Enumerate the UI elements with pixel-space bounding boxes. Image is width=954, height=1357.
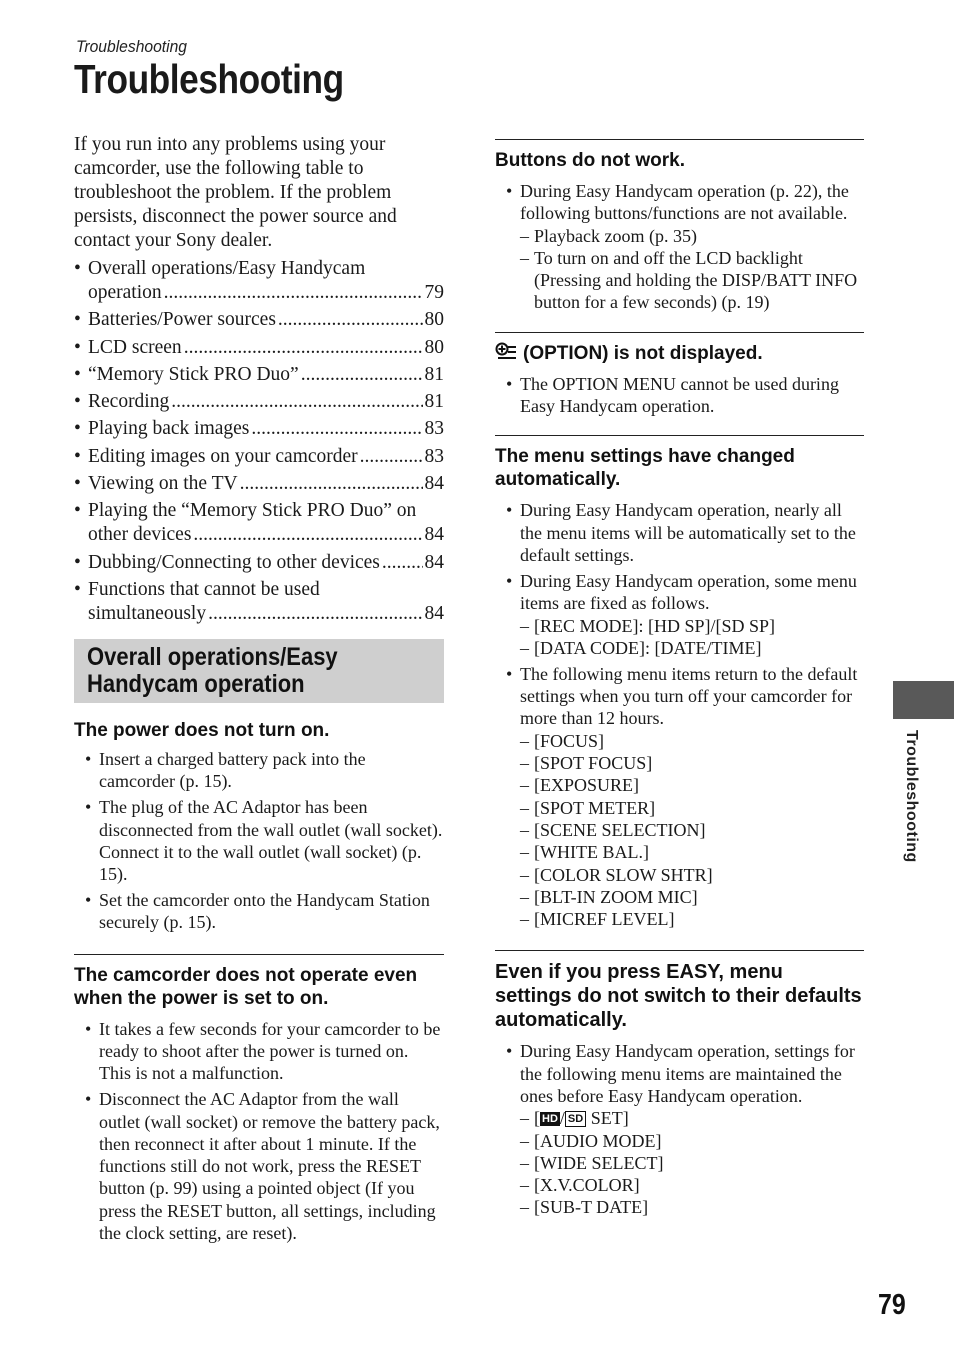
running-head: Troubleshooting [76,37,188,56]
intro-paragraph: If you run into any problems using your camcorder, use the following table to troubleshoot the problem. If the problem persists, disconnect the power source and contact your Sony dealer. [74,134,397,251]
toc-item-page: 81 [424,363,444,385]
toc-item[interactable] [74,336,444,360]
list-item-text: • During Easy Handycam operation (p. 22), the following buttons/functions are not available. [520,181,849,224]
toc-leader [193,523,422,547]
sub-item: – [SCENE SELECTION] [520,819,864,841]
toc-item-label: • Playing back images [88,418,250,440]
sub-item: – Playback zoom (p. 35) [520,225,864,247]
sub-item: – [AUDIO MODE] [520,1130,864,1152]
sub-item: – [WIDE SELECT] [520,1152,864,1174]
sub-item: – [COLOR SLOW SHTR] [520,864,864,886]
toc-leader [171,390,422,414]
toc-item-page: 80 [424,309,444,331]
option-block [495,332,864,418]
toc-item[interactable] [74,308,444,332]
sub-item: – [BLT-IN ZOOM MIC] [520,886,864,908]
buttons-list [495,180,864,314]
toc-item-label: simultaneously [88,602,207,624]
option-icon [495,342,517,362]
toc-leader [360,445,423,469]
toc-item[interactable] [74,363,444,387]
toc-leader [184,336,423,360]
buttons-heading: Buttons do not work. [495,150,685,171]
toc-leader [208,602,422,626]
sub-item: – [SPOT FOCUS] [520,752,864,774]
toc-item[interactable] [74,445,444,469]
operate-list [74,1018,444,1245]
easy-heading: Even if you press EASY, menu settings do not switch to their defaults automatically. [495,961,862,1032]
sub-item: – [SUB-T DATE] [520,1196,864,1218]
power-block [74,719,444,934]
list-item-text: • During Easy Handycam operation, some menu items are fixed as follows. [520,570,857,614]
toc-item[interactable] [74,390,444,414]
list-item-text: • During Easy Handycam operation, settings for the following menu items are maintained the ones before Easy Handycam operation. [520,1041,855,1106]
toc-item-line1: • Overall operations/Easy Handycam [88,258,366,279]
sub-list [520,225,864,314]
operate-heading: The camcorder does not operate even when the power is set to on. [74,964,418,1009]
list-item: • The plug of the AC Adaptor has been disconnected from the wall outlet (wall socket). Connect it to the wall outlet (wall socket) (p. 15). [74,796,444,885]
toc-item-label: • LCD screen [88,336,182,358]
toc-item-page: 83 [424,418,444,440]
sub-list [520,730,864,931]
toc-item-label: • Editing images on your camcorder [88,445,358,467]
sub-item: – [WHITE BAL.] [520,841,864,863]
option-heading-row [495,342,864,365]
toc-item-label: • Batteries/Power sources [88,309,276,331]
toc-item-page: 84 [424,551,444,573]
side-tab-marker [893,681,954,719]
set-suffix: SET] [586,1108,629,1129]
menu-heading: The menu settings have changed automatically. [495,446,795,491]
list-item: • It takes a few seconds for your camcorder to be ready to shoot after the power is turned on. This is not a malfunction. [74,1018,444,1085]
sub-item: – [FOCUS] [520,730,864,752]
sub-item: – [X.V.COLOR] [520,1174,864,1196]
toc-item[interactable] [74,551,444,575]
toc-item-page: 83 [424,445,444,467]
toc-item-label: operation [88,282,162,303]
list-item: • Set the camcorder onto the Handycam Station securely (p. 15). [74,889,444,934]
toc-item-label: other devices [88,524,192,546]
toc-item-label: • “Memory Stick PRO Duo” [88,363,299,385]
list-item: • Disconnect the AC Adaptor from the wall outlet (wall socket) or remove the battery pack, then reconnect it after about 1 minute. If the functions still do not work, press the RESET button (p. 99) using a pointed object (If you press the RESET button, all settings, including the clock setting, are reset). [74,1088,444,1244]
toc-item[interactable] [74,499,444,547]
hd-badge-icon: HD [542,1113,558,1126]
sub-list [520,1107,864,1218]
toc-item-page: 79 [424,282,444,303]
easy-list [495,1040,864,1218]
toc-item-label: • Recording [88,391,170,413]
toc-leader [251,417,422,441]
right-column [495,139,864,1222]
easy-block [495,950,864,1218]
side-tab-label: Troubleshooting [903,730,920,863]
toc-item-page: 81 [424,391,444,413]
toc-item-page: 84 [424,473,444,495]
list-item [495,663,864,931]
toc-leader [301,363,423,387]
power-heading: The power does not turn on. [74,719,330,741]
sub-item: – [SPOT METER] [520,797,864,819]
sub-item: – To turn on and off the LCD backlight (Pressing and holding the DISP/BATT INFO button for a few seconds) (p. 19) [520,247,864,314]
toc-item-page: 80 [424,336,444,358]
section-heading-line2: Handycam operation [87,669,305,698]
sub-item: – [MICREF LEVEL] [520,908,864,930]
menu-list [495,499,864,930]
option-heading: (OPTION) is not displayed. [523,342,763,364]
list-item-text: • The following menu items return to the default settings when you turn off your camcorder for more than 12 hours. [520,663,858,729]
sd-badge-icon: SD [565,1111,586,1127]
toc-item[interactable] [74,578,444,626]
toc-item-label: • Viewing on the TV [88,473,238,495]
left-column [74,133,444,1248]
sub-item: – [ HD / SD SET] [520,1107,864,1129]
section-heading-band [74,639,444,703]
toc-leader [164,281,423,305]
list-item: • Insert a charged battery pack into the camcorder (p. 15). [74,748,444,793]
page-title: Troubleshooting [74,56,344,102]
toc-item[interactable] [74,417,444,441]
toc-item-line1: • Functions that cannot be used [88,578,320,600]
power-list [74,748,444,934]
list-item: • The OPTION MENU cannot be used during Easy Handycam operation. [495,373,864,418]
page-number: 79 [878,1289,906,1321]
sub-item: – [EXPOSURE] [520,774,864,796]
sub-list [520,615,864,660]
menu-block [495,435,864,930]
toc-list [74,257,444,626]
toc-item[interactable] [74,257,444,305]
sub-item: – [DATA CODE]: [DATE/TIME] [520,637,864,659]
toc-item-page: 84 [424,524,444,546]
toc-item-label: • Dubbing/Connecting to other devices [88,551,380,573]
list-item [495,1040,864,1218]
section-heading-line1: Overall operations/Easy [87,642,338,671]
buttons-block [495,139,864,314]
sub-item: – [REC MODE]: [HD SP]/[SD SP] [520,615,864,637]
option-list [495,373,864,418]
operate-block [74,954,444,1245]
toc-item-line1: • Playing the “Memory Stick PRO Duo” on [88,500,417,522]
list-item [495,570,864,659]
toc-item-page: 84 [424,602,444,624]
toc-item[interactable] [74,472,444,496]
list-item: • During Easy Handycam operation, nearly all the menu items will be automatically set to the default settings. [495,499,864,566]
toc-leader [278,308,423,332]
list-item [495,180,864,314]
toc-leader [382,551,423,575]
toc-leader [240,472,423,496]
